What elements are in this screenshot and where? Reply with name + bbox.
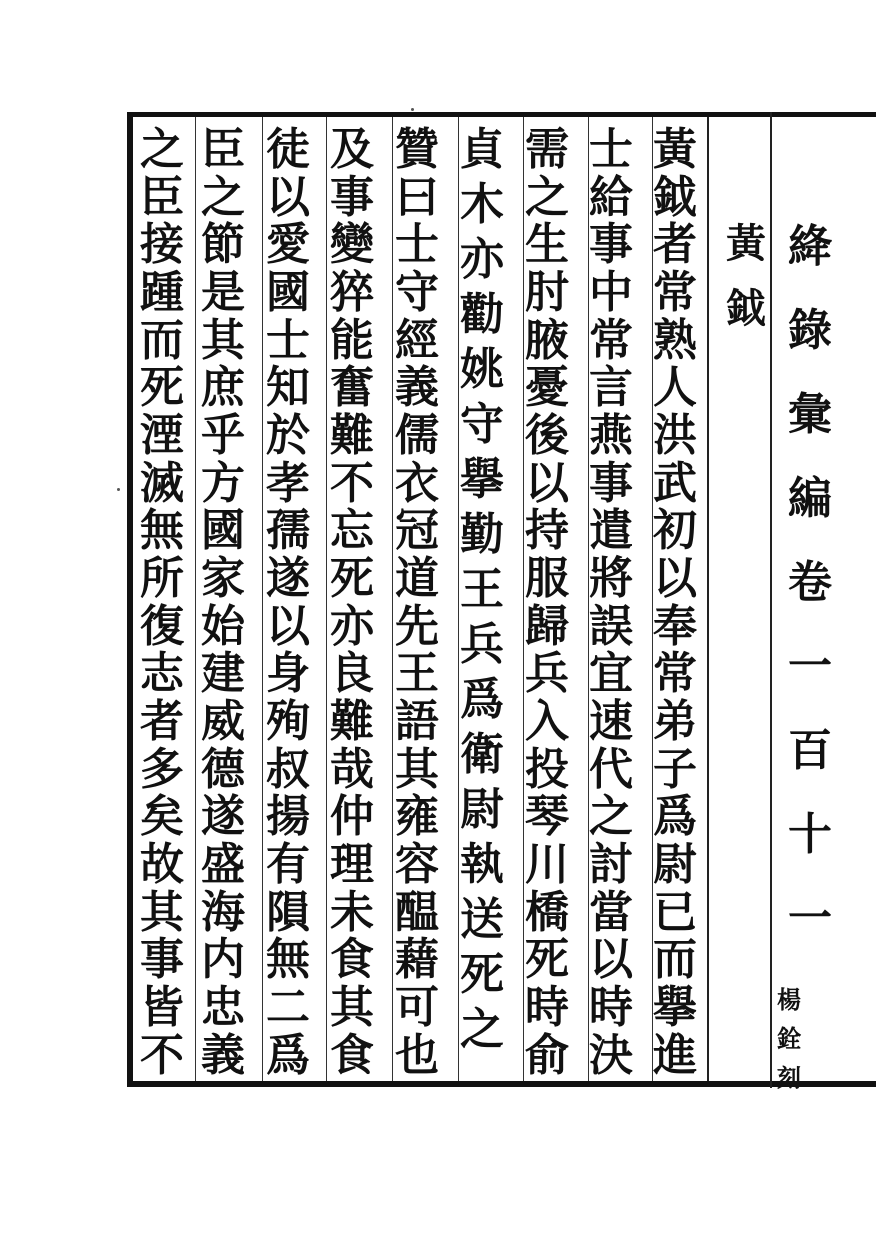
text-char: 其 <box>201 314 245 366</box>
text-char: 奮 <box>330 362 374 414</box>
text-char: 是 <box>201 267 245 319</box>
text-char: 難 <box>330 696 374 748</box>
text-char: 志 <box>140 648 184 700</box>
text-char: 擧 <box>460 454 504 505</box>
text-char: 討 <box>589 839 633 891</box>
text-char: 燕 <box>589 410 633 462</box>
text-char: 皆 <box>140 982 184 1034</box>
text-char: 黃 <box>653 124 697 175</box>
text-char: 盛 <box>201 839 245 891</box>
text-char: 能 <box>330 314 374 366</box>
text-char: 藉 <box>395 934 439 986</box>
text-char: 容 <box>395 839 439 891</box>
text-char: 仲 <box>330 791 374 843</box>
margin-title-char: 錄 <box>788 305 832 356</box>
text-char: 事 <box>589 219 633 271</box>
text-char: 始 <box>201 600 245 652</box>
text-char: 海 <box>201 886 245 938</box>
text-char: 及 <box>330 124 374 175</box>
text-char: 道 <box>395 553 439 605</box>
text-char: 湮 <box>140 410 184 462</box>
text-char: 先 <box>395 600 439 652</box>
margin-title-char: 彙 <box>788 389 832 440</box>
text-char: 勸 <box>460 289 504 340</box>
text-char: 忘 <box>330 505 374 557</box>
text-char: 死 <box>140 362 184 414</box>
text-char: 常 <box>589 314 633 366</box>
text-char: 復 <box>140 600 184 652</box>
text-char: 不 <box>330 457 374 509</box>
text-char: 王 <box>460 564 504 615</box>
text-char: 死 <box>525 934 569 986</box>
text-char: 其 <box>330 982 374 1034</box>
text-char: 變 <box>330 219 374 271</box>
text-char: 矣 <box>140 791 184 843</box>
text-char: 擧 <box>653 982 697 1034</box>
text-char: 爲 <box>653 791 697 843</box>
text-char: 時 <box>589 982 633 1034</box>
text-char: 食 <box>330 934 374 986</box>
column-divider <box>707 117 709 1081</box>
text-char: 乎 <box>201 410 245 462</box>
margin-title-char: 百 <box>788 725 832 776</box>
text-char: 貞 <box>460 124 504 175</box>
text-char: 持 <box>525 505 569 557</box>
text-char: 滅 <box>140 457 184 509</box>
text-char: 語 <box>395 696 439 748</box>
text-char: 也 <box>395 1029 439 1081</box>
text-char: 弟 <box>653 696 697 748</box>
text-char: 叔 <box>266 743 310 795</box>
text-char: 子 <box>653 743 697 795</box>
text-char: 國 <box>266 267 310 319</box>
text-char: 無 <box>266 934 310 986</box>
text-char: 不 <box>140 1029 184 1081</box>
text-char: 臣 <box>201 124 245 175</box>
text-char: 節 <box>201 219 245 271</box>
carver-signature <box>774 980 804 1097</box>
text-char: 國 <box>201 505 245 557</box>
text-char: 義 <box>395 362 439 414</box>
text-char: 已 <box>653 886 697 938</box>
text-column <box>581 124 641 1081</box>
text-char: 於 <box>266 410 310 462</box>
text-char: 而 <box>140 314 184 366</box>
text-char: 者 <box>140 696 184 748</box>
text-column <box>132 124 192 1081</box>
text-char: 洪 <box>653 410 697 462</box>
text-char: 哉 <box>330 743 374 795</box>
text-char: 鉞 <box>653 171 697 223</box>
text-char: 遂 <box>266 553 310 605</box>
text-char: 臣 <box>140 171 184 223</box>
text-char: 揚 <box>266 791 310 843</box>
text-char: 建 <box>201 648 245 700</box>
carver-char: 刻 <box>777 1063 801 1092</box>
text-char: 以 <box>525 457 569 509</box>
text-char: 知 <box>266 362 310 414</box>
text-char: 爲 <box>460 674 504 725</box>
text-char: 内 <box>201 934 245 986</box>
text-char: 德 <box>201 743 245 795</box>
text-char: 其 <box>395 743 439 795</box>
text-char: 需 <box>525 124 569 175</box>
text-char: 可 <box>395 982 439 1034</box>
margin-title-char: 絳 <box>788 221 832 272</box>
margin-title-char: 一 <box>788 893 832 944</box>
text-char: 尉 <box>653 839 697 891</box>
text-char: 方 <box>201 457 245 509</box>
text-char: 宜 <box>589 648 633 700</box>
text-char: 以 <box>653 553 697 605</box>
text-char: 言 <box>589 362 633 414</box>
text-char: 橋 <box>525 886 569 938</box>
text-char: 兵 <box>525 648 569 700</box>
text-char: 殉 <box>266 696 310 748</box>
text-char: 進 <box>653 1029 697 1081</box>
text-char: 者 <box>653 219 697 271</box>
text-char: 隕 <box>266 886 310 938</box>
text-char: 士 <box>266 314 310 366</box>
margin-title-char: 一 <box>788 641 832 692</box>
text-char: 武 <box>653 457 697 509</box>
text-char: 兵 <box>460 619 504 670</box>
text-char: 經 <box>395 314 439 366</box>
text-column <box>452 124 512 1078</box>
text-char: 事 <box>589 457 633 509</box>
text-char: 儒 <box>395 410 439 462</box>
text-char: 之 <box>525 171 569 223</box>
text-char: 以 <box>266 600 310 652</box>
text-char: 歸 <box>525 600 569 652</box>
text-char: 爲 <box>266 1029 310 1081</box>
text-char: 川 <box>525 839 569 891</box>
text-char: 遣 <box>589 505 633 557</box>
section-title-char: 黃 <box>726 220 766 267</box>
text-char: 常 <box>653 648 697 700</box>
text-char: 速 <box>589 696 633 748</box>
text-char: 以 <box>589 934 633 986</box>
text-char: 死 <box>330 553 374 605</box>
text-char: 王 <box>395 648 439 700</box>
text-char: 之 <box>201 171 245 223</box>
text-char: 故 <box>140 839 184 891</box>
text-column <box>387 124 447 1081</box>
text-char: 衛 <box>460 729 504 780</box>
carver-char: 楊 <box>777 985 801 1014</box>
text-char: 當 <box>589 886 633 938</box>
text-char: 初 <box>653 505 697 557</box>
text-char: 決 <box>589 1029 633 1081</box>
text-char: 代 <box>589 743 633 795</box>
text-char: 服 <box>525 553 569 605</box>
text-column <box>258 124 318 1081</box>
text-char: 姚 <box>460 344 504 395</box>
text-char: 投 <box>525 743 569 795</box>
text-char: 事 <box>140 934 184 986</box>
margin-book-title <box>780 210 840 966</box>
text-char: 愛 <box>266 219 310 271</box>
margin-title-char: 卷 <box>788 557 832 608</box>
text-char: 家 <box>201 553 245 605</box>
text-char: 徒 <box>266 124 310 175</box>
text-char: 人 <box>653 362 697 414</box>
text-char: 送 <box>460 894 504 945</box>
text-char: 守 <box>460 399 504 450</box>
text-char: 衣 <box>395 457 439 509</box>
text-char: 生 <box>525 219 569 271</box>
text-char: 良 <box>330 648 374 700</box>
text-column <box>517 124 577 1081</box>
text-char: 守 <box>395 267 439 319</box>
section-title-char: 鉞 <box>726 285 766 332</box>
margin-title-char: 十 <box>788 809 832 860</box>
text-char: 而 <box>653 934 697 986</box>
text-column <box>322 124 382 1081</box>
text-char: 多 <box>140 743 184 795</box>
text-char: 以 <box>266 171 310 223</box>
text-char: 二 <box>266 982 310 1034</box>
text-char: 理 <box>330 839 374 891</box>
text-char: 其 <box>140 886 184 938</box>
text-char: 無 <box>140 505 184 557</box>
text-char: 給 <box>589 171 633 223</box>
text-char: 腋 <box>525 314 569 366</box>
text-char: 奉 <box>653 600 697 652</box>
text-column <box>193 124 253 1081</box>
text-char: 雍 <box>395 791 439 843</box>
section-title <box>720 212 772 342</box>
text-char: 之 <box>460 1004 504 1055</box>
text-char: 猝 <box>330 267 374 319</box>
text-char: 難 <box>330 410 374 462</box>
text-char: 誤 <box>589 600 633 652</box>
text-char: 亦 <box>330 600 374 652</box>
text-char: 忠 <box>201 982 245 1034</box>
text-char: 尉 <box>460 784 504 835</box>
text-char: 死 <box>460 949 504 1000</box>
text-char: 未 <box>330 886 374 938</box>
text-char: 士 <box>395 219 439 271</box>
text-char: 之 <box>140 124 184 175</box>
text-char: 將 <box>589 553 633 605</box>
text-char: 食 <box>330 1029 374 1081</box>
text-char: 肘 <box>525 267 569 319</box>
text-char: 孝 <box>266 457 310 509</box>
text-char: 亦 <box>460 234 504 285</box>
text-char: 贊 <box>395 124 439 175</box>
text-char: 俞 <box>525 1029 569 1081</box>
text-char: 琴 <box>525 791 569 843</box>
carver-char: 銓 <box>777 1024 801 1053</box>
text-char: 入 <box>525 696 569 748</box>
text-char: 曰 <box>395 171 439 223</box>
text-char: 常 <box>653 267 697 319</box>
text-char: 醖 <box>395 886 439 938</box>
text-char: 木 <box>460 179 504 230</box>
text-char: 庶 <box>201 362 245 414</box>
text-char: 接 <box>140 219 184 271</box>
text-char: 熟 <box>653 314 697 366</box>
text-char: 時 <box>525 982 569 1034</box>
text-char: 士 <box>589 124 633 175</box>
text-char: 後 <box>525 410 569 462</box>
text-char: 執 <box>460 839 504 890</box>
text-char: 勤 <box>460 509 504 560</box>
text-char: 有 <box>266 839 310 891</box>
speck <box>117 488 120 491</box>
text-char: 憂 <box>525 362 569 414</box>
text-char: 威 <box>201 696 245 748</box>
text-char: 之 <box>589 791 633 843</box>
text-char: 事 <box>330 171 374 223</box>
text-char: 踵 <box>140 267 184 319</box>
text-column <box>645 124 705 1081</box>
text-char: 孺 <box>266 505 310 557</box>
text-char: 身 <box>266 648 310 700</box>
text-char: 所 <box>140 553 184 605</box>
text-char: 中 <box>589 267 633 319</box>
text-char: 冠 <box>395 505 439 557</box>
margin-title-char: 編 <box>788 473 832 524</box>
speck <box>411 108 414 111</box>
text-char: 遂 <box>201 791 245 843</box>
text-char: 義 <box>201 1029 245 1081</box>
